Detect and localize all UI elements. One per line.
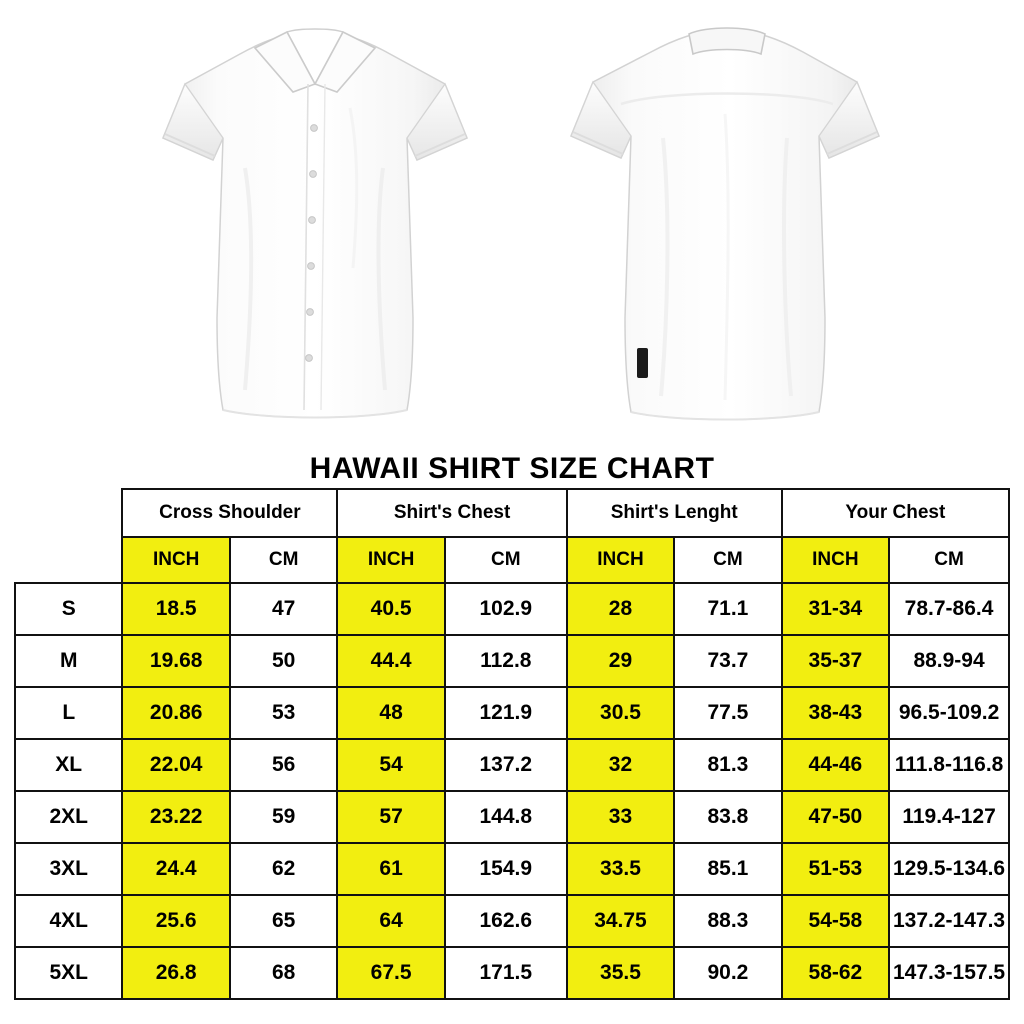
cell-shirts-chest-cm: 162.6 (445, 895, 567, 947)
unit-your-chest-inch: INCH (782, 537, 889, 583)
shirt-back-view-icon (555, 18, 895, 438)
cell-cross-shoulder-cm: 50 (230, 635, 337, 687)
cell-shirts-chest-inch: 40.5 (337, 583, 444, 635)
cell-shirts-lenght-inch: 33.5 (567, 843, 674, 895)
table-unit-header-row (15, 537, 1009, 583)
row-size-label: 5XL (15, 947, 122, 999)
cell-shirts-lenght-inch: 32 (567, 739, 674, 791)
shirt-illustrations (0, 0, 1024, 448)
cell-your-chest-inch: 47-50 (782, 791, 889, 843)
cell-your-chest-cm: 96.5-109.2 (889, 687, 1009, 739)
header-group-your-chest: Your Chest (782, 489, 1009, 537)
table-row (15, 687, 1009, 739)
cell-shirts-lenght-cm: 90.2 (674, 947, 781, 999)
cell-cross-shoulder-cm: 53 (230, 687, 337, 739)
cell-your-chest-inch: 51-53 (782, 843, 889, 895)
cell-shirts-chest-cm: 171.5 (445, 947, 567, 999)
cell-shirts-chest-cm: 154.9 (445, 843, 567, 895)
cell-shirts-lenght-cm: 88.3 (674, 895, 781, 947)
cell-shirts-lenght-cm: 85.1 (674, 843, 781, 895)
header-group-shirts-lenght: Shirt's Lenght (567, 489, 782, 537)
cell-your-chest-inch: 31-34 (782, 583, 889, 635)
cell-shirts-chest-inch: 61 (337, 843, 444, 895)
shirt-front-view-icon (145, 18, 485, 438)
cell-cross-shoulder-inch: 19.68 (122, 635, 229, 687)
cell-your-chest-inch: 38-43 (782, 687, 889, 739)
cell-cross-shoulder-cm: 68 (230, 947, 337, 999)
cell-cross-shoulder-inch: 23.22 (122, 791, 229, 843)
header-corner-blank (15, 489, 122, 537)
cell-shirts-chest-inch: 67.5 (337, 947, 444, 999)
cell-cross-shoulder-cm: 47 (230, 583, 337, 635)
cell-your-chest-cm: 147.3-157.5 (889, 947, 1009, 999)
cell-cross-shoulder-cm: 65 (230, 895, 337, 947)
table-row (15, 843, 1009, 895)
cell-your-chest-cm: 88.9-94 (889, 635, 1009, 687)
cell-shirts-chest-inch: 64 (337, 895, 444, 947)
cell-cross-shoulder-inch: 25.6 (122, 895, 229, 947)
cell-shirts-lenght-cm: 83.8 (674, 791, 781, 843)
cell-cross-shoulder-cm: 56 (230, 739, 337, 791)
cell-your-chest-cm: 119.4-127 (889, 791, 1009, 843)
page-title: HAWAII SHIRT SIZE CHART (309, 452, 715, 485)
cell-shirts-lenght-inch: 30.5 (567, 687, 674, 739)
cell-cross-shoulder-inch: 20.86 (122, 687, 229, 739)
cell-shirts-lenght-cm: 71.1 (674, 583, 781, 635)
row-size-label: 2XL (15, 791, 122, 843)
header-group-shirts-chest: Shirt's Chest (337, 489, 566, 537)
row-size-label: S (15, 583, 122, 635)
cell-cross-shoulder-cm: 59 (230, 791, 337, 843)
cell-shirts-lenght-inch: 35.5 (567, 947, 674, 999)
cell-shirts-lenght-inch: 34.75 (567, 895, 674, 947)
cell-your-chest-cm: 129.5-134.6 (889, 843, 1009, 895)
cell-shirts-lenght-cm: 77.5 (674, 687, 781, 739)
cell-shirts-lenght-inch: 33 (567, 791, 674, 843)
row-size-label: XL (15, 739, 122, 791)
cell-your-chest-inch: 58-62 (782, 947, 889, 999)
cell-cross-shoulder-inch: 18.5 (122, 583, 229, 635)
cell-your-chest-cm: 78.7-86.4 (889, 583, 1009, 635)
unit-shirts-lenght-inch: INCH (567, 537, 674, 583)
cell-your-chest-cm: 137.2-147.3 (889, 895, 1009, 947)
unit-corner-blank (15, 537, 122, 583)
cell-shirts-lenght-cm: 73.7 (674, 635, 781, 687)
table-row (15, 947, 1009, 999)
cell-shirts-lenght-cm: 81.3 (674, 739, 781, 791)
header-group-cross-shoulder: Cross Shoulder (122, 489, 337, 537)
cell-cross-shoulder-inch: 22.04 (122, 739, 229, 791)
cell-shirts-chest-inch: 57 (337, 791, 444, 843)
unit-shirts-chest-inch: INCH (337, 537, 444, 583)
cell-your-chest-inch: 44-46 (782, 739, 889, 791)
cell-shirts-chest-cm: 121.9 (445, 687, 567, 739)
table-row (15, 791, 1009, 843)
cell-shirts-chest-inch: 44.4 (337, 635, 444, 687)
table-row (15, 739, 1009, 791)
cell-shirts-chest-inch: 54 (337, 739, 444, 791)
cell-shirts-lenght-inch: 29 (567, 635, 674, 687)
unit-cross-shoulder-inch: INCH (122, 537, 229, 583)
row-size-label: 3XL (15, 843, 122, 895)
cell-shirts-chest-inch: 48 (337, 687, 444, 739)
size-chart-table-wrapper (14, 488, 1010, 1000)
cell-shirts-lenght-inch: 28 (567, 583, 674, 635)
table-row (15, 635, 1009, 687)
unit-cross-shoulder-cm: CM (230, 537, 337, 583)
table-row (15, 895, 1009, 947)
cell-your-chest-inch: 35-37 (782, 635, 889, 687)
cell-shirts-chest-cm: 137.2 (445, 739, 567, 791)
cell-cross-shoulder-cm: 62 (230, 843, 337, 895)
cell-your-chest-cm: 111.8-116.8 (889, 739, 1009, 791)
table-group-header-row (15, 489, 1009, 537)
cell-shirts-chest-cm: 112.8 (445, 635, 567, 687)
cell-cross-shoulder-inch: 24.4 (122, 843, 229, 895)
cell-your-chest-inch: 54-58 (782, 895, 889, 947)
row-size-label: M (15, 635, 122, 687)
cell-cross-shoulder-inch: 26.8 (122, 947, 229, 999)
row-size-label: L (15, 687, 122, 739)
cell-shirts-chest-cm: 102.9 (445, 583, 567, 635)
size-chart-table (14, 488, 1010, 1000)
unit-your-chest-cm: CM (889, 537, 1009, 583)
unit-shirts-chest-cm: CM (445, 537, 567, 583)
row-size-label: 4XL (15, 895, 122, 947)
unit-shirts-lenght-cm: CM (674, 537, 781, 583)
cell-shirts-chest-cm: 144.8 (445, 791, 567, 843)
table-row (15, 583, 1009, 635)
